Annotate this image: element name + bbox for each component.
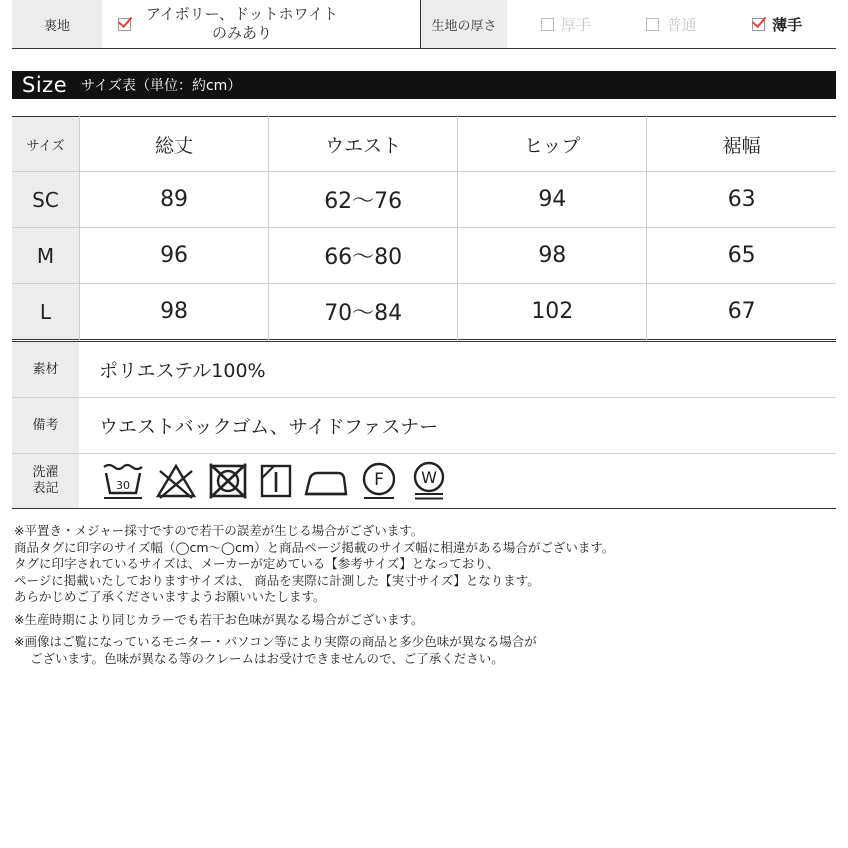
care-label xyxy=(12,454,79,508)
column-header-hem: 裾幅 xyxy=(647,117,836,172)
footnote-line: タグに印字されているサイズは、メーカーが定めている【参考サイズ】となっており、 xyxy=(14,556,500,571)
care-label-line2: 表記 xyxy=(32,481,59,496)
notes-row xyxy=(12,398,836,454)
footnote-line: ページに掲載いたしておりますサイズは、 商品を実際に計測した【実寸サイズ】となります。 xyxy=(14,572,540,588)
material-value: ポリエステル100% xyxy=(99,360,266,382)
table-cell: 63 xyxy=(647,172,836,228)
no-tumble-dry-icon xyxy=(207,461,249,501)
lining-text-line2: のみあり xyxy=(212,24,273,42)
size-subtitle: サイズ表（単位：約cm） xyxy=(81,78,242,94)
table-cell: 98 xyxy=(458,228,647,284)
thickness-option-thin xyxy=(752,14,802,35)
table-row xyxy=(12,172,836,228)
notes-label: 備考 xyxy=(12,398,79,453)
lining-label: 裏地 xyxy=(12,0,102,48)
table-cell: 94 xyxy=(458,172,647,228)
fabric-info-row xyxy=(12,0,836,49)
table-cell: 66〜80 xyxy=(269,228,458,284)
thickness-options xyxy=(507,0,836,48)
no-bleach-icon xyxy=(155,461,197,501)
thickness-option-label: 普通 xyxy=(666,15,697,34)
drip-dry-shade-icon xyxy=(259,461,293,501)
care-row xyxy=(12,454,836,508)
care-icons xyxy=(79,454,449,508)
material-row xyxy=(12,342,836,398)
table-cell: 98 xyxy=(80,284,269,340)
footnote-line: ※平置き・メジャー採寸ですので若干の誤差が生じる場合がございます。 xyxy=(14,523,424,538)
checkbox-icon xyxy=(646,18,659,31)
care-label-line1: 洗濯 xyxy=(32,465,59,480)
svg-text:30: 30 xyxy=(116,479,130,492)
table-cell: 67 xyxy=(647,284,836,340)
size-title: Size xyxy=(22,73,68,97)
size-label: L xyxy=(12,284,80,340)
column-header-length: 総丈 xyxy=(80,117,269,172)
wet-clean-w-icon xyxy=(409,461,449,501)
thickness-label: 生地の厚さ xyxy=(420,0,507,48)
table-cell: 89 xyxy=(80,172,269,228)
column-header-hip: ヒップ xyxy=(458,117,647,172)
lining-text-line1: アイボリー、ドットホワイト xyxy=(146,5,339,23)
footnote-line: 商品タグに印字のサイズ幅（◯cm〜◯cm）と商品ページ掲載のサイズ幅に相違がある場合がございます。 xyxy=(14,539,615,555)
size-table-header xyxy=(12,117,836,172)
product-info-table xyxy=(12,341,836,509)
size-label: M xyxy=(12,228,80,284)
size-table xyxy=(12,116,836,340)
material-label: 素材 xyxy=(12,342,79,397)
dry-clean-f-icon xyxy=(359,461,399,501)
footnote-line: あらかじめご了承くださいますようお願いいたします。 xyxy=(14,589,326,604)
table-row xyxy=(12,284,836,340)
checkbox-icon xyxy=(541,18,554,31)
svg-text:F: F xyxy=(374,470,384,490)
table-cell: 65 xyxy=(647,228,836,284)
table-row xyxy=(12,228,836,284)
lining-text xyxy=(146,5,338,43)
size-corner-cell: サイズ xyxy=(12,117,80,172)
table-cell: 62〜76 xyxy=(269,172,458,228)
svg-text:W: W xyxy=(421,468,437,487)
table-cell: 96 xyxy=(80,228,269,284)
column-header-waist: ウエスト xyxy=(269,117,458,172)
footnote-line: ※生産時期により同じカラーでも若干お色味が異なる場合がございます。 xyxy=(14,611,424,627)
wash-30-icon xyxy=(101,461,145,501)
lining-value xyxy=(102,0,420,48)
lining-checkbox xyxy=(118,18,131,31)
thickness-option-medium xyxy=(646,14,696,35)
checked-checkbox-icon xyxy=(752,18,765,31)
footnote-line: ※画像はご覧になっているモニター・パソコン等により実際の商品と多少色味が異なる場合が xyxy=(14,634,537,649)
size-label: SC xyxy=(12,172,80,228)
table-cell: 70〜84 xyxy=(269,284,458,340)
notes-value: ウエストバックゴム、サイドファスナー xyxy=(99,416,439,438)
thickness-option-label: 厚手 xyxy=(560,15,591,34)
thickness-option-label: 薄手 xyxy=(772,15,803,34)
iron-low-icon xyxy=(303,461,349,501)
footnote-line: ございます。色味が異なる等のクレームはお受けできませんので、ご了承ください。 xyxy=(30,650,504,666)
thickness-option-thick xyxy=(541,14,591,35)
table-cell: 102 xyxy=(458,284,647,340)
footnotes xyxy=(14,523,834,667)
size-header-bar xyxy=(12,71,836,99)
